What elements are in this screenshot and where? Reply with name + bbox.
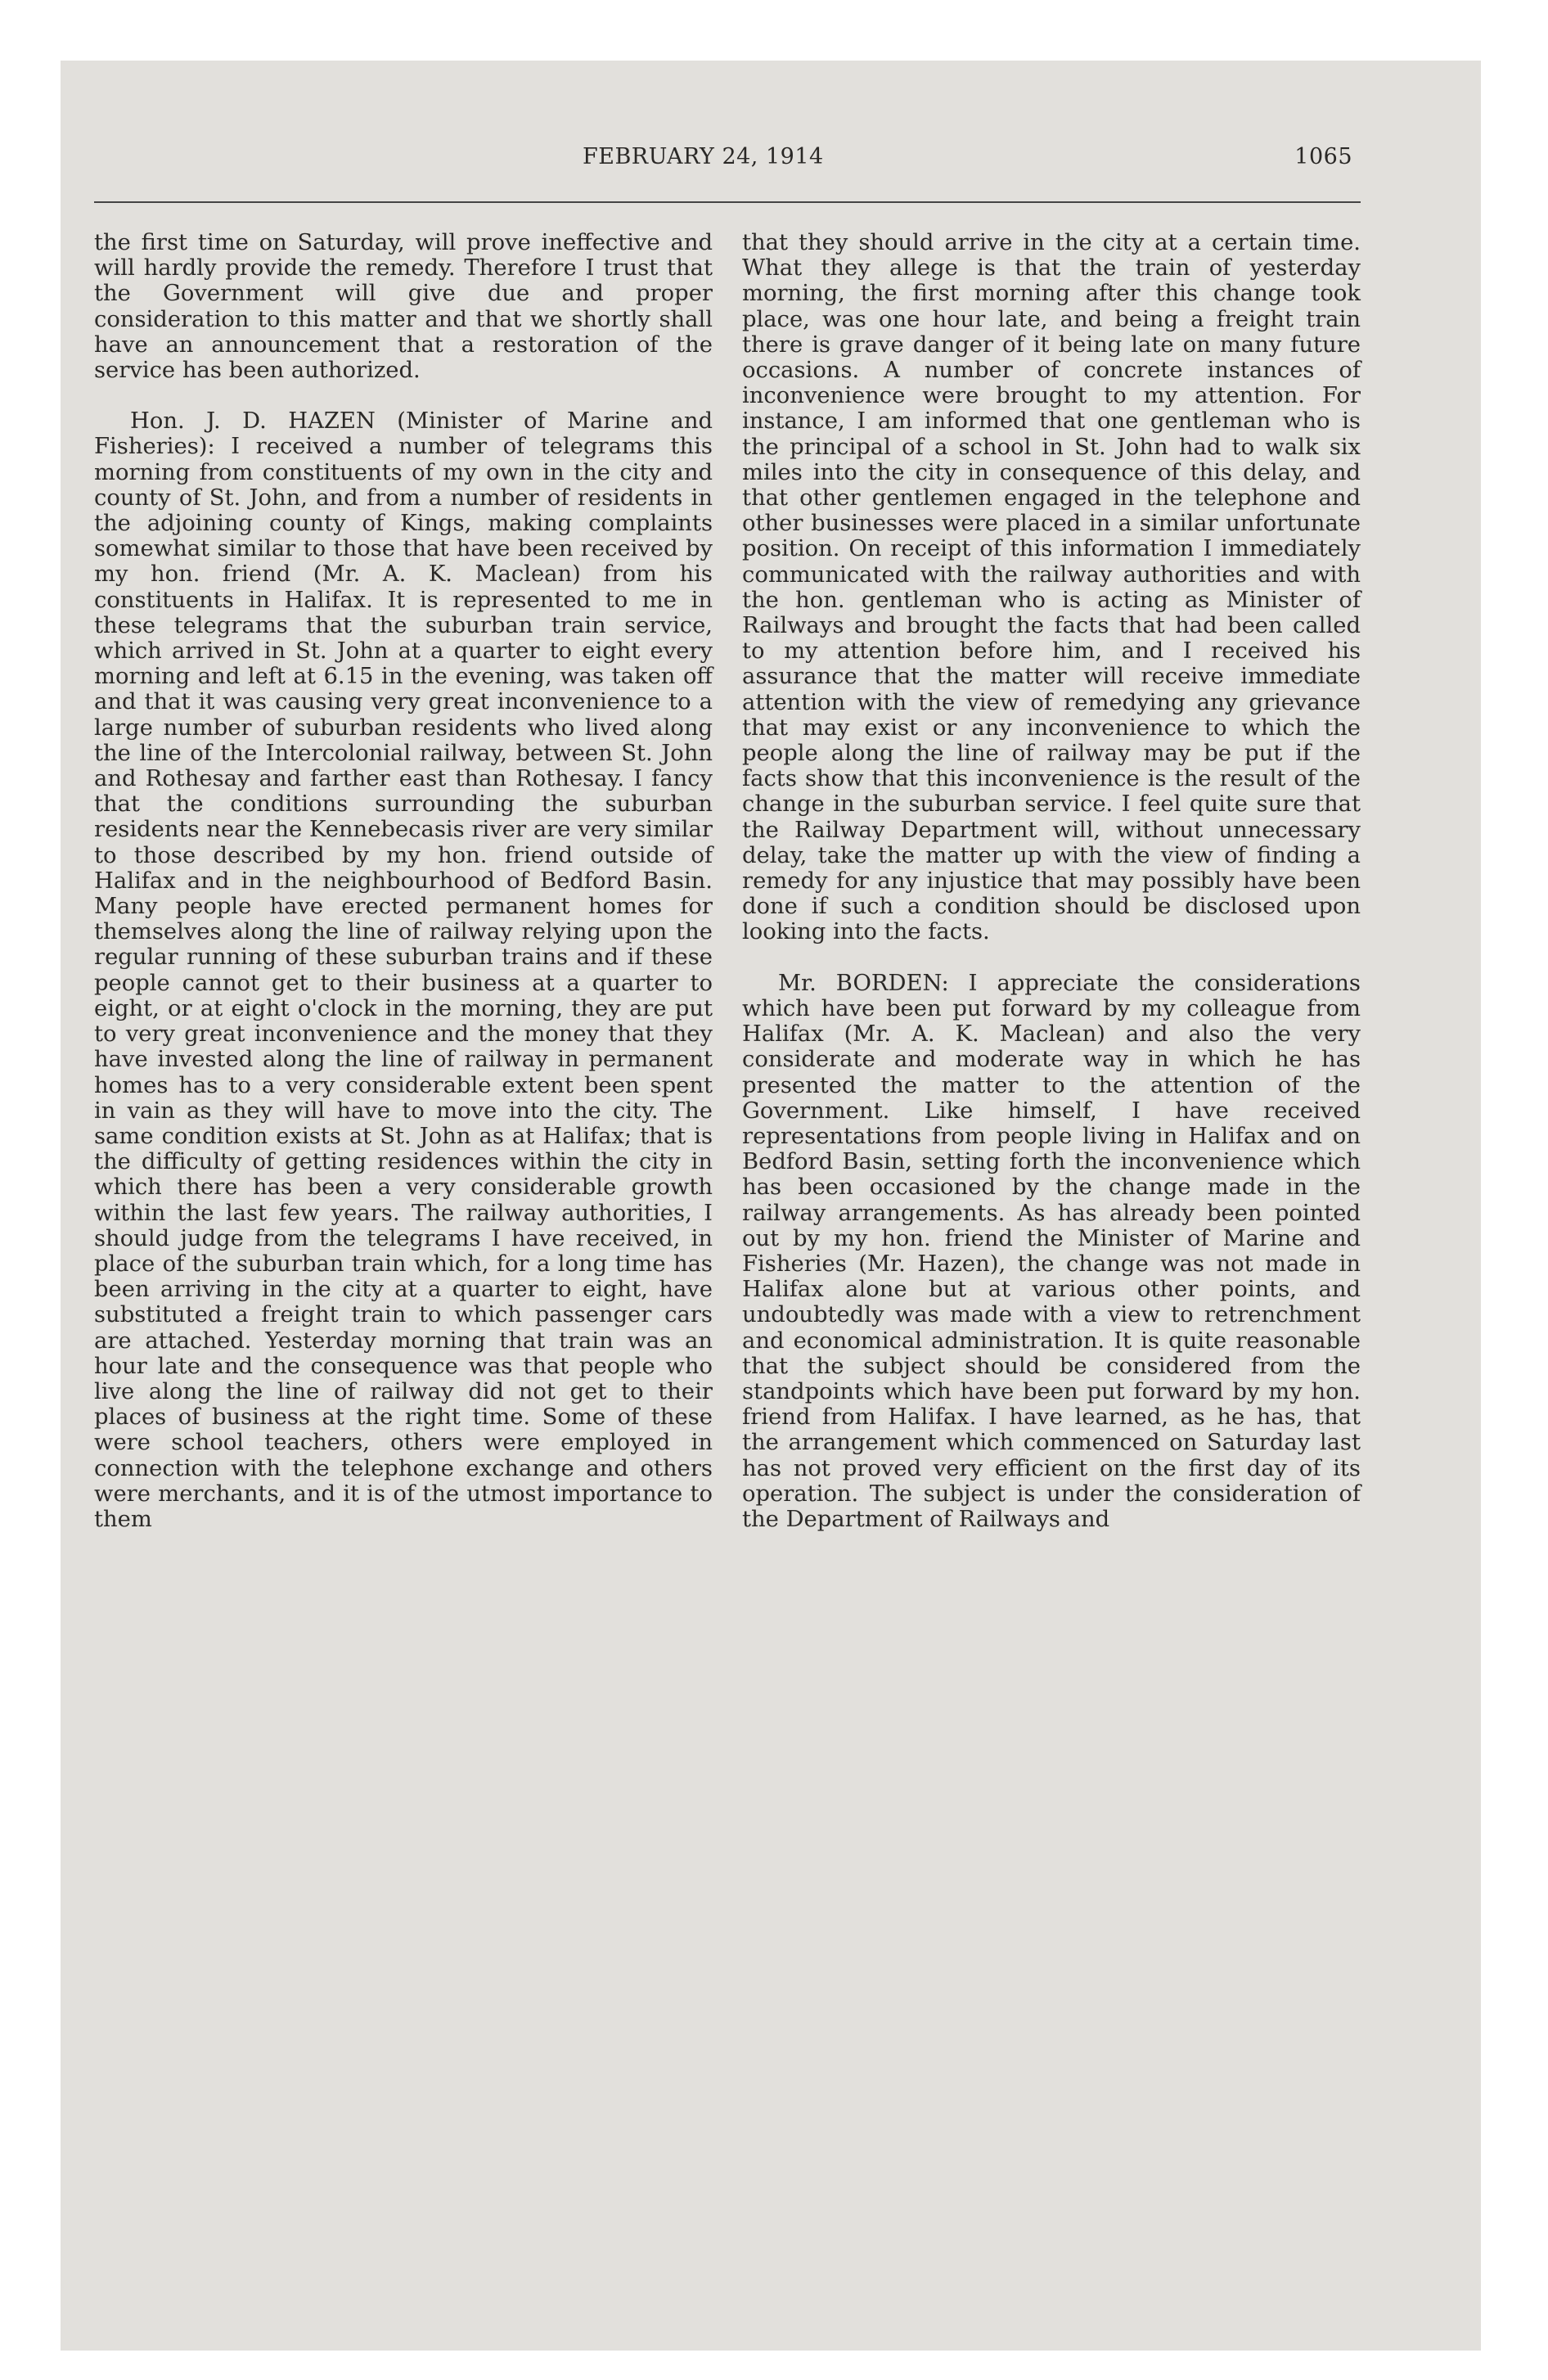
paragraph: Mr. BORDEN: I appreciate the considerations which have been put forward by my colleague from Halifax (Mr. A. K. Maclean) and also the very considerate and moderate way in which he has presented the matter to the attention of the Government. Like himself, I have received representations from people living in Halifax and on Bedford Basin, setting forth the inconvenience which has been occasioned by the change made in the railway arrangements. As has already been pointed out by my hon. friend the Minister of Marine and Fisheries (Mr. Hazen), the change was not made in Halifax alone but at various other points, and undoubtedly was made with a view to retrenchment and economical administration. It is quite reasonable that the subject should be considered from the standpoints which have been put forward by my hon. friend from Halifax. I have learned, as he has, that the arrangement which commenced on Saturday last has not proved very efficient on the first day of its operation. The subject is under the consideration of the Department of Railways and (742, 970, 1361, 1532)
running-header (94, 144, 1361, 177)
paragraph: that they should arrive in the city at a certain time. What they allege is that the train of yesterday morning, the first morning after this change took place, was one hour late, and being a freight train there is grave danger of it being late on many future occasions. A number of concrete instances of inconvenience were brought to my attention. For instance, I am informed that one gentleman who is the principal of a school in St. John had to walk six miles into the city in consequence of this delay, and that other gentlemen engaged in the telephone and other businesses were placed in a similar unfortunate position. On receipt of this information I immediately communicated with the railway authorities and with the hon. gentleman who is acting as Minister of Railways and brought the facts that had been called to my attention before him, and I received his assurance that the matter will receive immediate attention with the view of remedying any grievance that may exist or any inconvenience to which the people along the line of railway may be put if the facts show that this inconvenience is the result of the change in the suburban service. I feel quite sure that the Railway Department will, without unnecessary delay, take the matter up with the view of finding a remedy for any injustice that may possibly have been done if such a condition should be disclosed upon looking into the facts. (742, 230, 1361, 945)
page-number: 1065 (1294, 144, 1352, 169)
paragraph: the first time on Saturday, will prove ineffective and will hardly provide the remedy. Therefore I trust that the Government will give due and proper consideration to this matter and that we shortly shall have an announcement that a restoration of the service has been authorized. (94, 230, 713, 384)
paragraph: Hon. J. D. HAZEN (Minister of Marine and Fisheries): I received a number of telegrams this morning from constituents of my own in the city and county of St. John, and from a number of residents in the adjoining county of Kings, making complaints somewhat similar to those that have been received by my hon. friend (Mr. A. K. Maclean) from his constituents in Halifax. It is represented to me in these telegrams that the suburban train service, which arrived in St. John at a quarter to eight every morning and left at 6.15 in the evening, was taken off and that it was causing very great inconvenience to a large number of suburban residents who lived along the line of the Intercolonial railway, between St. John and Rothesay and farther east than Rothesay. I fancy that the conditions surrounding the suburban residents near the Kennebecasis river are very similar to those described by my hon. friend outside of Halifax and in the neighbourhood of Bedford Basin. Many people have erected permanent homes for themselves along the line of railway relying upon the regular running of these suburban trains and if these people cannot get to their business at a quarter to eight, or at eight o'clock in the morning, they are put to very great inconvenience and the money that they have invested along the line of railway in permanent homes has to a very considerable extent been spent in vain as they will have to move into the city. The same condition exists at St. John as at Halifax; that is the difficulty of getting residences within the city in which there has been a very considerable growth within the last few years. The railway authorities, I should judge from the telegrams I have received, in place of the suburban train which, for a long time has been arriving in the city at a quarter to eight, have substituted a freight train to which passenger cars are attached. Yesterday morning that train was an hour late and the consequence was that people who live along the line of railway did not get to their places of business at the right time. Some of these were school teachers, others were employed in connection with the telephone exchange and others were merchants, and it is of the utmost importance to them (94, 408, 713, 1532)
header-date: FEBRUARY 24, 1914 (583, 144, 824, 169)
document-page (94, 144, 1361, 1532)
text-columns (94, 230, 1361, 1532)
right-column (742, 230, 1361, 1532)
header-rule (94, 201, 1361, 203)
left-column (94, 230, 713, 1532)
